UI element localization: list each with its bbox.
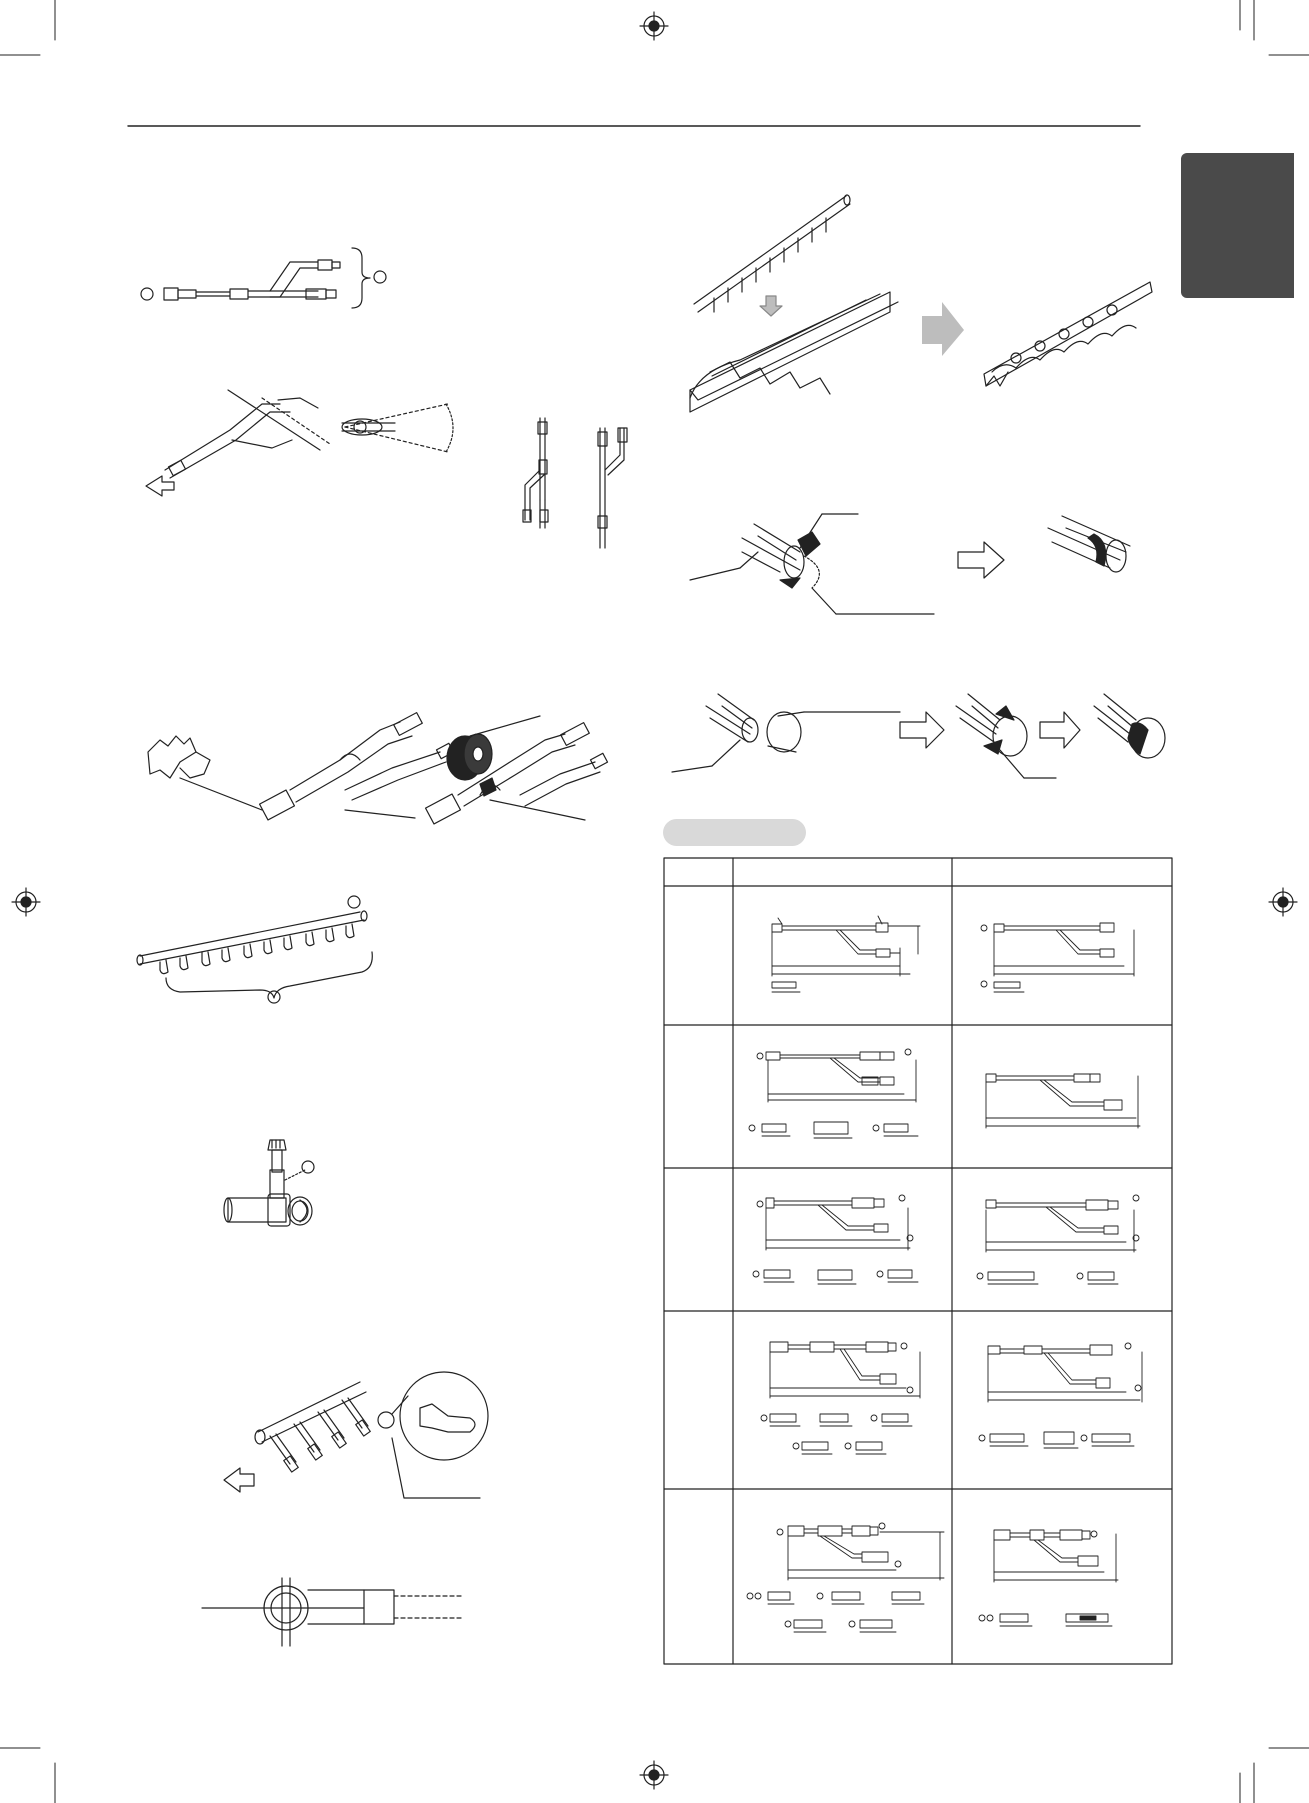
registration-mark-left-icon bbox=[12, 888, 40, 916]
chapter-side-tab bbox=[1181, 153, 1294, 298]
magnifier-circle-icon bbox=[400, 1372, 488, 1460]
circle-marker-icon bbox=[302, 1161, 314, 1173]
cap-insulation-figure bbox=[672, 694, 1165, 778]
header-into-insulation-figure bbox=[690, 195, 1152, 412]
table-row-5-drawings-b bbox=[979, 1530, 1118, 1626]
spec-table bbox=[664, 858, 1172, 1664]
branch-installation-angle-figure bbox=[146, 390, 453, 496]
circle-marker-icon bbox=[348, 896, 360, 908]
header-pipe-figure bbox=[137, 896, 372, 1003]
outline-arrow-icon bbox=[900, 712, 944, 748]
arrow-icon bbox=[146, 476, 174, 496]
table-row-1-drawings-b bbox=[981, 923, 1134, 992]
circle-marker-icon bbox=[374, 271, 386, 283]
registration-mark-bottom-icon bbox=[640, 1761, 668, 1789]
right-arrow-icon bbox=[922, 302, 964, 356]
vertical-branch-pipes-figure bbox=[523, 418, 627, 548]
table-row-1-drawings bbox=[772, 916, 920, 992]
circle-marker-icon bbox=[141, 288, 153, 300]
table-row-4-drawings-b bbox=[979, 1343, 1142, 1448]
brace-icon bbox=[352, 248, 370, 308]
arrow-icon bbox=[224, 1468, 254, 1492]
brace-icon bbox=[166, 952, 372, 998]
insulation-wrap-figure bbox=[690, 514, 1130, 614]
table-row-2-drawings-b bbox=[986, 1074, 1309, 1128]
registration-mark-top-icon bbox=[640, 12, 668, 40]
section-heading-pill bbox=[663, 819, 806, 846]
table-row-4-drawings bbox=[761, 1342, 920, 1454]
down-arrow-icon bbox=[760, 296, 782, 316]
tape-roll-icon bbox=[447, 734, 492, 780]
header-pinch-off-figure bbox=[224, 1372, 488, 1498]
insulation-and-tape-figure bbox=[148, 713, 608, 824]
table-row-2-drawings bbox=[749, 1049, 918, 1138]
registration-mark-right-icon bbox=[1269, 888, 1297, 916]
table-row-5-drawings bbox=[747, 1523, 944, 1632]
pipe-cross-section-figure bbox=[202, 1578, 464, 1646]
table-row-3-drawings-b bbox=[977, 1195, 1139, 1284]
outline-arrow-icon bbox=[1040, 712, 1080, 748]
y-branch-pipe-figure bbox=[141, 248, 386, 308]
outline-arrow-icon bbox=[958, 542, 1004, 578]
table-row-3-drawings bbox=[753, 1195, 918, 1284]
pipe-cutter-figure bbox=[224, 1140, 314, 1226]
